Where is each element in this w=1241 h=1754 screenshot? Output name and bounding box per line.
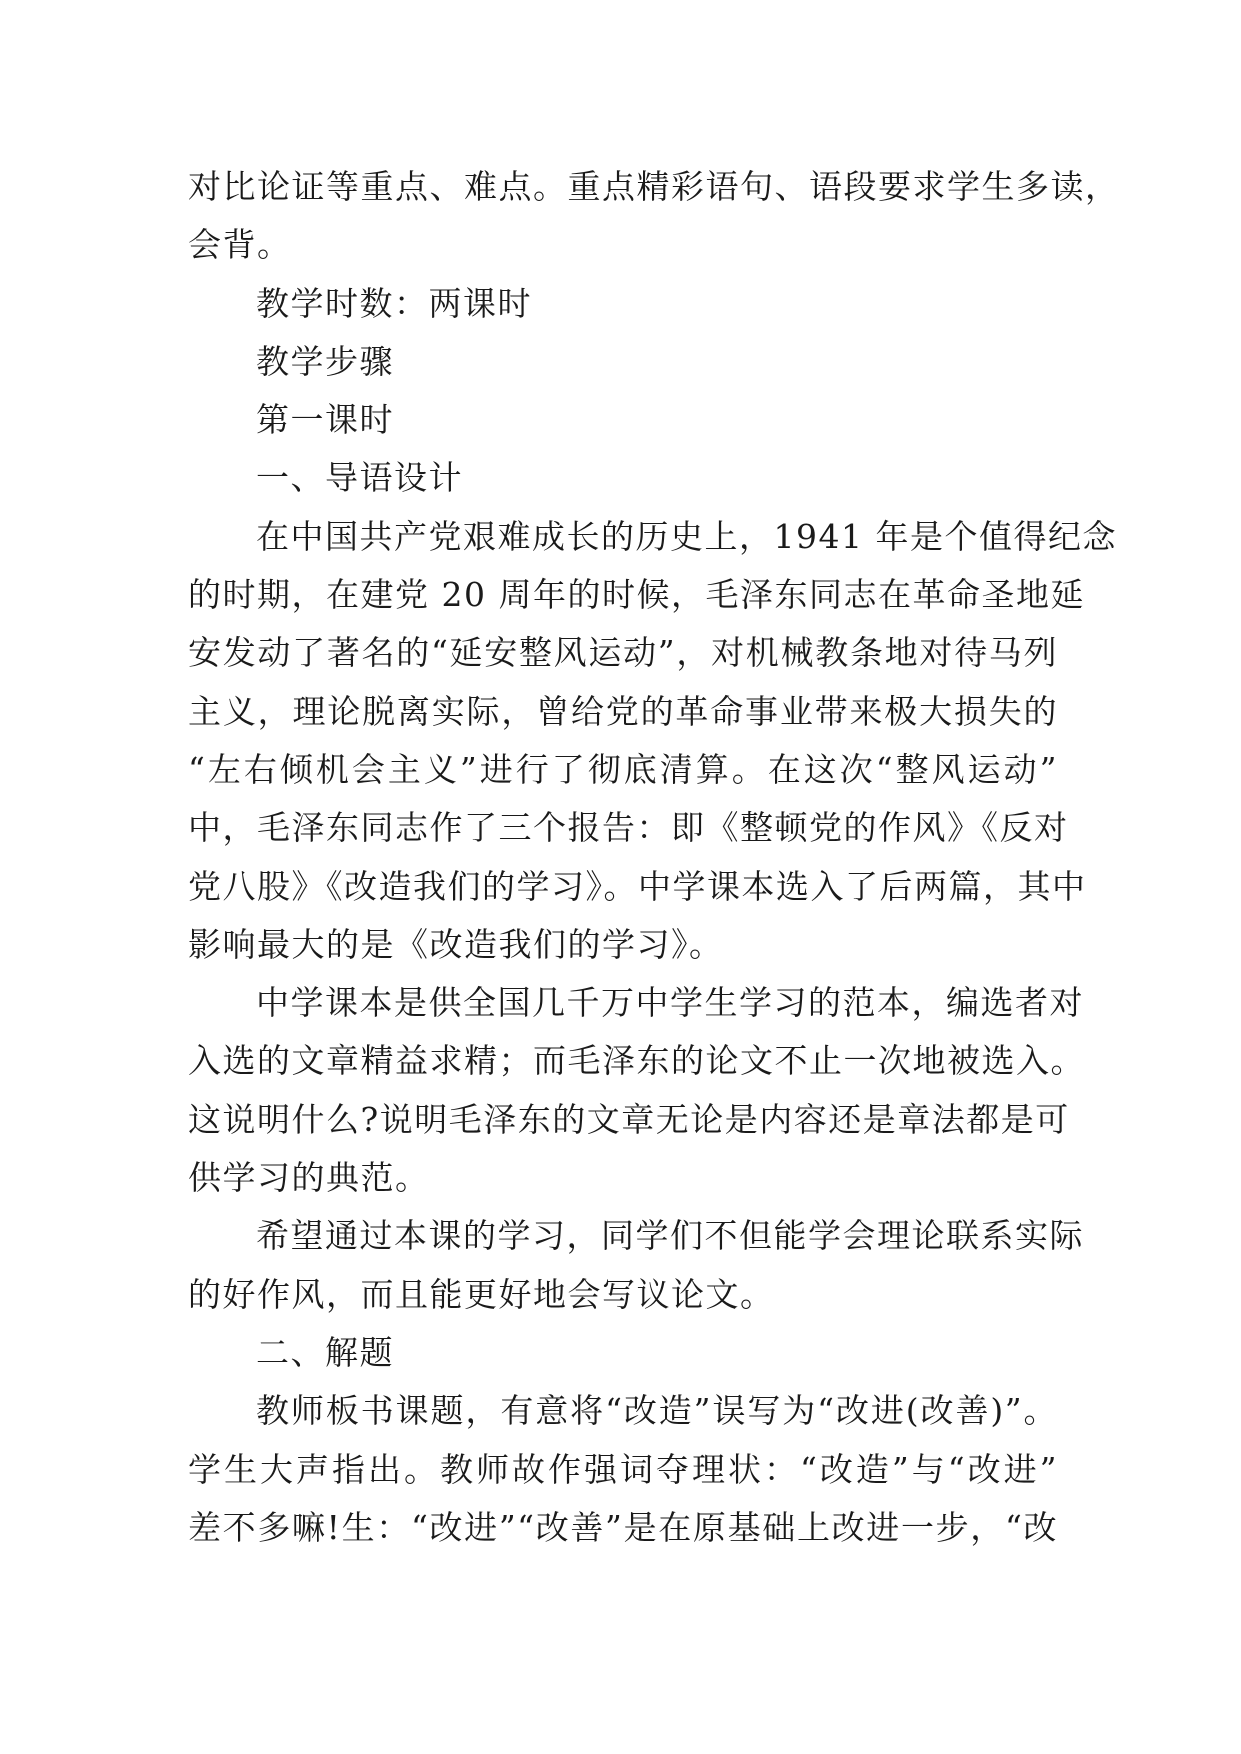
paragraph-line: 这说明什么?说明毛泽东的文章无论是内容还是章法都是可 bbox=[188, 1099, 1070, 1139]
paragraph-line: 安发动了著名的“延安整风运动”，对机械教条地对待马列 bbox=[188, 633, 1058, 673]
section-label: 教学时数：两课时 bbox=[256, 283, 532, 323]
paragraph-line: 对比论证等重点、难点。重点精彩语句、语段要求学生多读， bbox=[188, 167, 1120, 206]
paragraph-line: “左右倾机会主义”进行了彻底清算。在这次“整风运动” bbox=[188, 749, 1058, 789]
paragraph-line: 中，毛泽东同志作了三个报告：即《整顿党的作风》《反对 bbox=[188, 808, 1069, 848]
paragraph-line: 主义，理论脱离实际，曾给党的革命事业带来极大损失的 bbox=[188, 691, 1058, 731]
section-label: 第一课时 bbox=[256, 400, 394, 440]
paragraph-line: 会背。 bbox=[188, 225, 292, 265]
document-page bbox=[188, 158, 1120, 1557]
paragraph-line: 供学习的典范。 bbox=[188, 1158, 430, 1198]
section-label: 教学步骤 bbox=[256, 341, 394, 381]
paragraph-line: 的时期，在建党 20 周年的时候，毛泽东同志在革命圣地延 bbox=[188, 575, 1085, 615]
paragraph-line: 党八股》《改造我们的学习》。中学课本选入了后两篇，其中 bbox=[188, 866, 1087, 906]
paragraph-line: 差不多嘛!生：“改进”“改善”是在原基础上改进一步，“改 bbox=[188, 1507, 1058, 1547]
paragraph-line: 影响最大的是《改造我们的学习》。 bbox=[188, 924, 724, 964]
paragraph-line: 希望通过本课的学习，同学们不但能学会理论联系实际 bbox=[256, 1216, 1084, 1256]
paragraph-line: 教师板书课题，有意将“改造”误写为“改进(改善)”。 bbox=[256, 1391, 1058, 1431]
section-heading: 二、解题 bbox=[256, 1332, 394, 1372]
paragraph-line: 学生大声指出。教师故作强词夺理状：“改造”与“改进” bbox=[188, 1449, 1058, 1489]
paragraph-line: 的好作风，而且能更好地会写议论文。 bbox=[188, 1274, 775, 1314]
paragraph-line: 在中国共产党艰难成长的历史上，1941 年是个值得纪念 bbox=[256, 516, 1117, 556]
section-heading: 一、导语设计 bbox=[256, 458, 463, 498]
paragraph-line: 入选的文章精益求精；而毛泽东的论文不止一次地被选入。 bbox=[188, 1041, 1085, 1081]
paragraph-line: 中学课本是供全国几千万中学生学习的范本，编选者对 bbox=[256, 983, 1084, 1023]
